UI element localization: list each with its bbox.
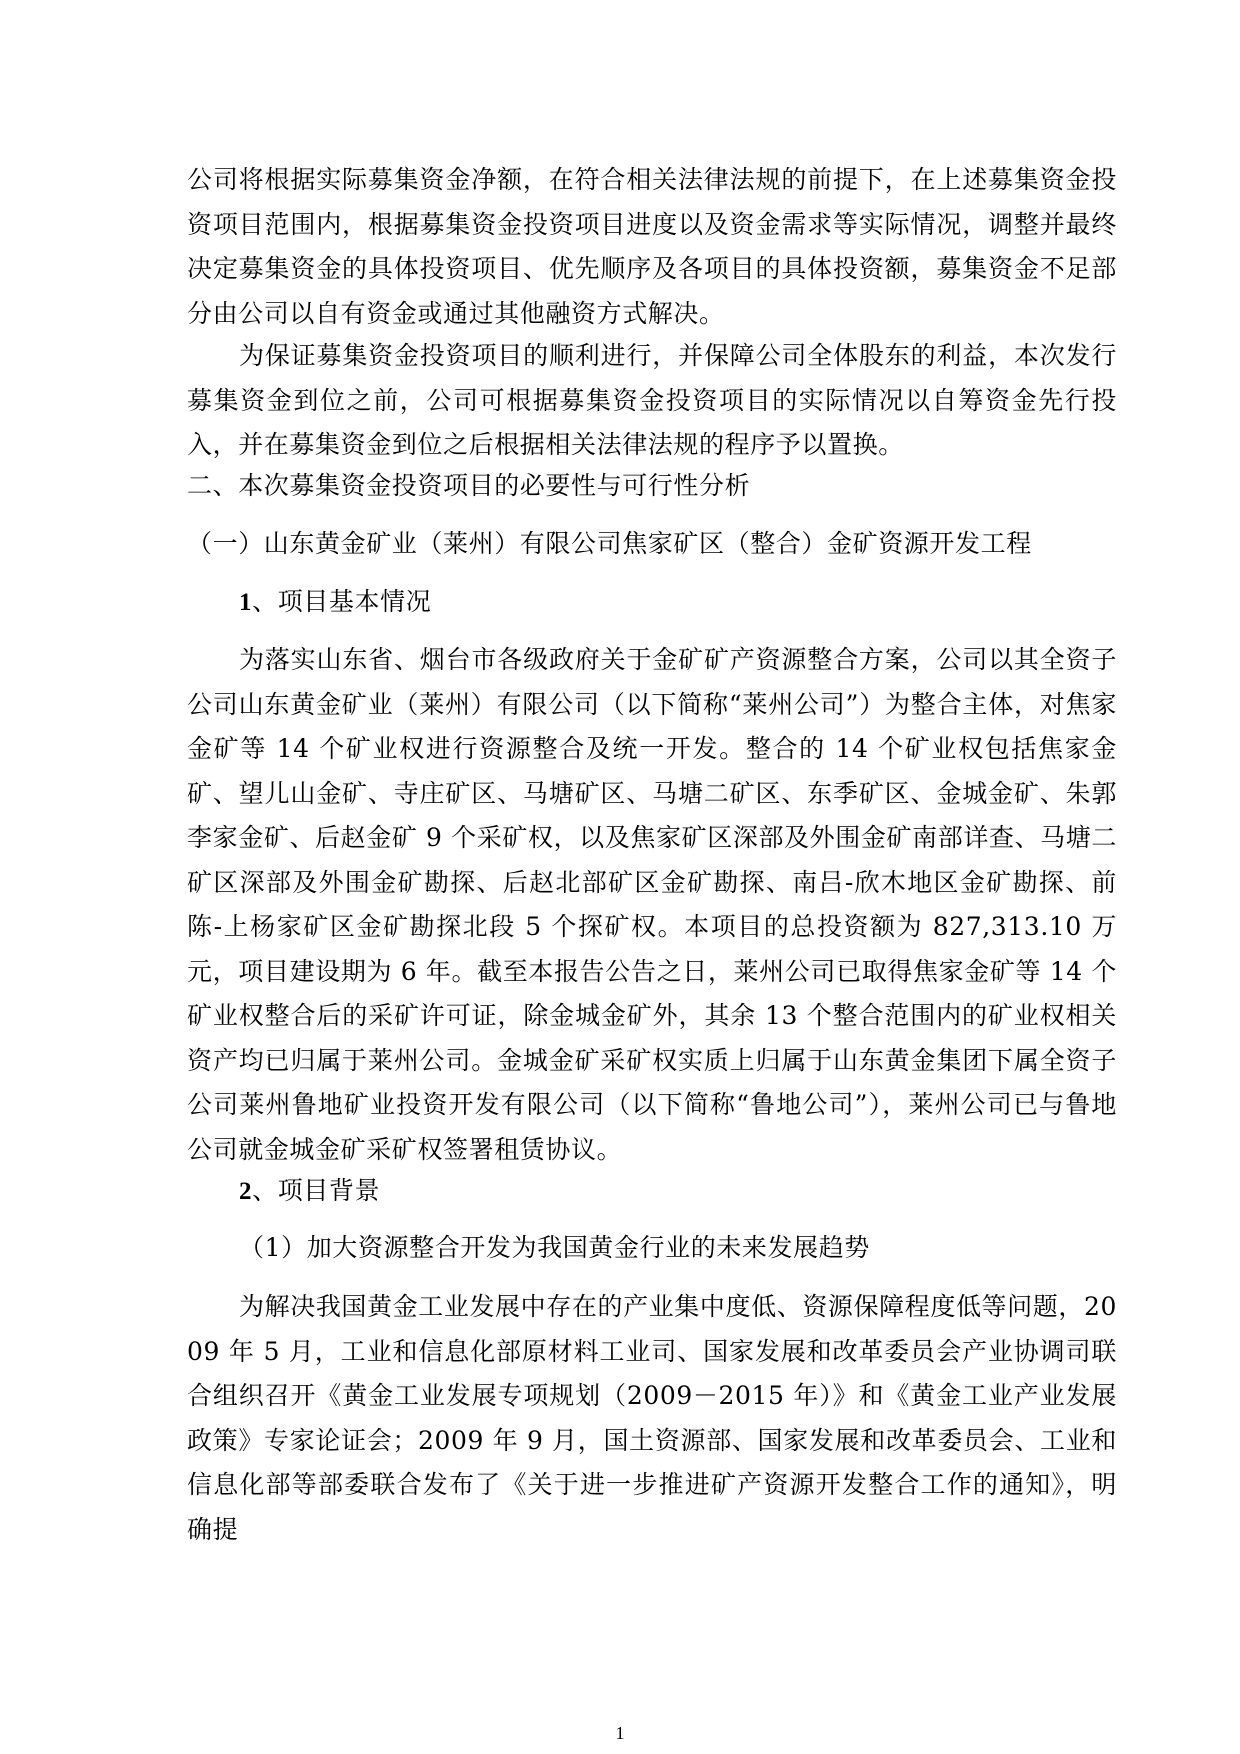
section-heading-necessity-feasibility: 二、本次募集资金投资项目的必要性与可行性分析: [187, 471, 751, 500]
paragraph-project-basic-info: 为落实山东省、烟台市各级政府关于金矿矿产资源整合方案，公司以其全资子公司山东黄金矿业（莱州）有限公司（以下简称“莱州公司”）为整合主体，对焦家金矿等 14 个矿业权进行资源整合及统一开发。整合的 14 个矿业权包括焦家金矿、望儿山金矿、寺庄矿区、马塘矿区、马塘二矿区、东季矿区、金城金矿、朱郭李家金矿、后赵金矿 9 个采矿权，以及焦家矿区深部及外围金矿南部详查、马塘二矿区深部及外围金矿勘探、后赵北部矿区金矿勘探、南吕-欣木地区金矿勘探、前陈-上杨家矿区金矿勘探北段 5 个探矿权。本项目的总投资额为 827,313.10 万元，项目建设期为 6 年。截至本报告公告之日，莱州公司已取得焦家金矿等 14 个矿业权整合后的采矿许可证，除金城金矿外，其余 13 个整合范围内的矿业权相关资产均已归属于莱州公司。金城金矿采矿权实质上归属于山东黄金集团下属全资子公司莱州鲁地矿业投资开发有限公司（以下简称“鲁地公司”），莱州公司已与鲁地公司就金城金矿采矿权签署租赁协议。: [187, 645, 1117, 1164]
paragraph-fund-adjustment: 公司将根据实际募集资金净额，在符合相关法律法规的前提下，在上述募集资金投资项目范围内，根据募集资金投资项目进度以及资金需求等实际情况，调整并最终决定募集资金的具体投资项目、优先顺序及各项目的具体投资额，募集资金不足部分由公司以自有资金或通过其他融资方式解决。: [187, 165, 1117, 328]
item-title: 、项目基本情况: [252, 587, 432, 616]
item-number: 1: [239, 589, 253, 616]
subsection-heading-jiaojia-project: （一）山东黄金矿业（莱州）有限公司焦家矿区（整合）金矿资源开发工程: [187, 529, 1032, 558]
item-title: 、项目背景: [252, 1176, 381, 1205]
page-number: 1: [615, 1723, 625, 1743]
item-heading-project-background: [239, 1169, 380, 1215]
item-number: 2: [239, 1178, 253, 1205]
paragraph-industry-policy: 为解决我国黄金工业发展中存在的产业集中度低、资源保障程度低等问题，2009 年 5 月，工业和信息化部原材料工业司、国家发展和改革委员会产业协调司联合组织召开《黄金工业发展专项规划（2009－2015 年）》和《黄金工业产业发展政策》专家论证会；2009 年 9 月，国土资源部、国家发展和改革委员会、工业和信息化部等部委联合发布了《关于进一步推进矿产资源开发整合工作的通知》，明确提: [187, 1292, 1117, 1544]
item-heading-basic-info: [239, 580, 431, 626]
subitem-heading-resource-integration: （1）加大资源整合开发为我国黄金行业的未来发展趋势: [239, 1233, 870, 1262]
paragraph-fund-replacement: 为保证募集资金投资项目的顺利进行，并保障公司全体股东的利益，本次发行募集资金到位之前，公司可根据募集资金投资项目的实际情况以自筹资金先行投入，并在募集资金到位之后根据相关法律法规的程序予以置换。: [187, 341, 1117, 459]
